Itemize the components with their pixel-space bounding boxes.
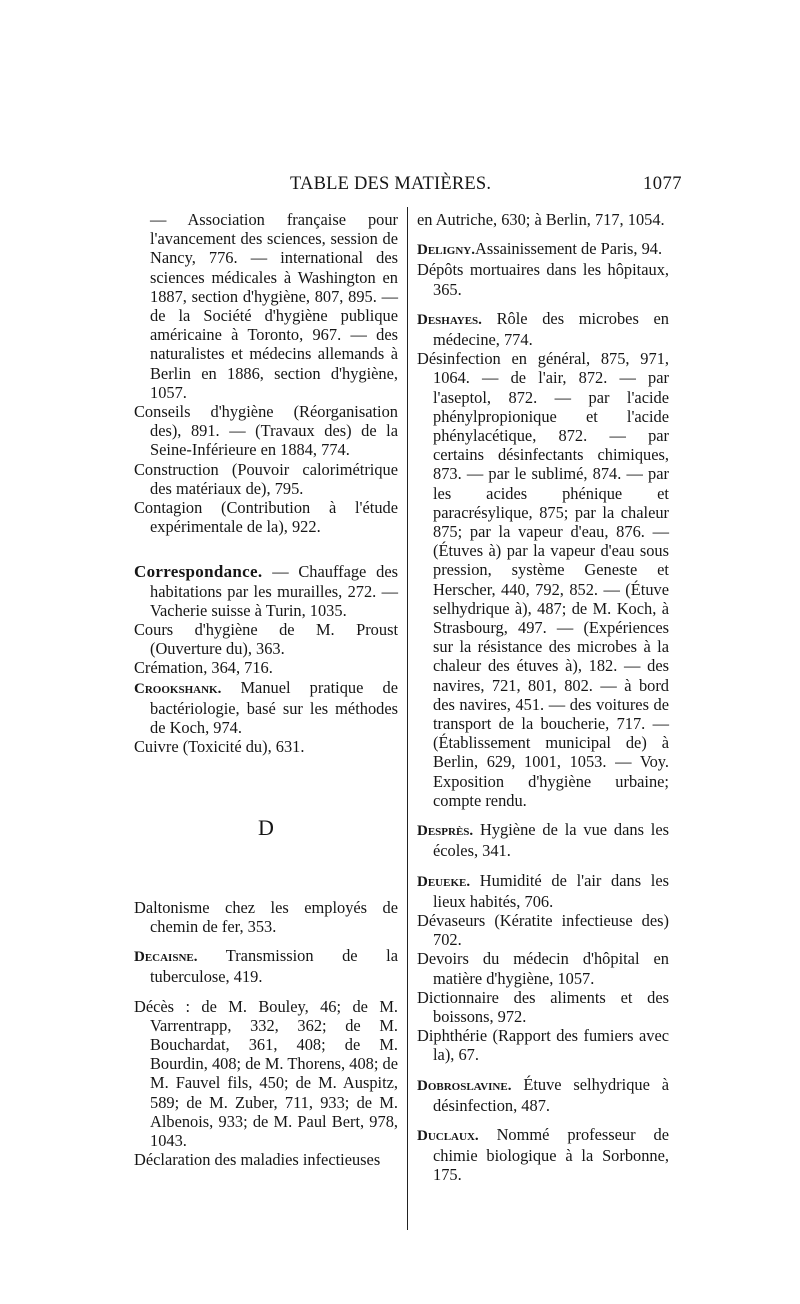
index-entry: Désinfection en général, 875, 971, 1064. — de l'air, 872. — par l'aseptol, 872. — par l'acide phénylpropionique et l'acide phénylacétique, 872. — par certains désinfectants chimiques, 873. — par le sublimé, 874. — par les acides phénique et paracrésylique, 875; par la chaleur 875; par la vapeur d'eau, 876. — (Étuves à) par la vapeur d'eau sous pression, système Geneste et Herscher, 440, 792, 852. — (Étuve selhydrique à), 487; de M. Koch, à Strasbourg, 497. — (Expériences sur la résistance des microbes à la chaleur des étuves à), 182. — des navires, 721, 801, 802. — à bord des navires, 451. — des voitures de transport de la boucherie, 717. — (Établissement municipal de) à Berlin, 629, 1001, 1053. — Voy. Exposition d'hygiène urbaine; compte rendu. <box>417 349 669 810</box>
left-column <box>134 210 398 1169</box>
running-header <box>132 174 682 202</box>
entry-headword: Desprès. <box>417 823 474 840</box>
entry-headword: Deueke. <box>417 873 471 890</box>
index-entry: Contagion (Contribution à l'étude expérimentale de la), 922. <box>134 498 398 537</box>
index-entry: Crémation, 364, 716. <box>134 658 273 678</box>
entry-headword: Dobroslavine. <box>417 1077 512 1094</box>
index-entry: — Association française pour l'avancement des sciences, session de Nancy, 776. — international des sciences médicales à Washington en 1887, section d'hygiène, 807, 895. — de la Société d'hygiène publique américaine à Toronto, 967. — des naturalistes et médecins allemands à Berlin en 1886, section d'hygiène, 1057. <box>150 210 398 402</box>
entry-headword: Deligny. <box>417 242 475 259</box>
right-column <box>417 210 669 1185</box>
index-entry: Duclaux. Nommé professeur de chimie biologique à la Sorbonne, 175. <box>417 1124 669 1185</box>
index-entry: Correspondance. — Chauffage des habitations par les murailles, 272. — Vacherie suisse à Turin, 1035. <box>134 562 398 620</box>
index-entry: Deshayes. Rôle des microbes en médecine, 774. <box>417 308 669 350</box>
index-entry: Conseils d'hygiène (Réorganisation des), 891. — (Travaux des) de la Seine-Inférieure en 1884, 774. <box>134 402 398 460</box>
index-entry: Dobroslavine. Étuve selhydrique à désinfection, 487. <box>417 1074 669 1115</box>
index-entry: Diphthérie (Rapport des fumiers avec la), 67. <box>417 1026 669 1065</box>
index-entry: Crookshank. Manuel pratique de bactériologie, basé sur les méthodes de Koch, 974. <box>134 677 398 738</box>
index-entry: Decaisne. Transmission de la tuberculose, 419. <box>134 946 398 987</box>
index-entry: Déclaration des maladies infectieuses <box>134 1150 381 1170</box>
index-entry: Construction (Pouvoir calorimétrique des matériaux de), 795. <box>134 459 398 498</box>
index-entry: Cours d'hygiène de M. Proust (Ouverture du), 363. <box>134 620 398 659</box>
index-entry: Daltonisme chez les employés de chemin de fer, 353. <box>134 897 398 936</box>
index-entry: Dictionnaire des aliments et des boissons, 972. <box>417 987 669 1026</box>
index-entry: en Autriche, 630; à Berlin, 717, 1054. <box>417 210 665 229</box>
entry-headword: Deshayes. <box>417 311 482 328</box>
entry-headword: Duclaux. <box>417 1127 479 1144</box>
index-entry: Desprès. Hygiène de la vue dans les écoles, 341. <box>417 820 669 861</box>
index-entry: Deligny.Assainissement de Paris, 94. <box>417 239 663 259</box>
index-entry: Deueke. Humidité de l'air dans les lieux habités, 706. <box>417 870 669 911</box>
index-entry: Décès : de M. Bouley, 46; de M. Varrentrapp, 332, 362; de M. Bouchardat, 361, 408; de M. Bourdin, 408; de M. Thorens, 408; de M. Fauvel fils, 450; de M. Auspitz, 589; de M. Zuber, 711, 933; de M. Albenois, 933; de M. Paul Bert, 978, 1043. <box>134 996 398 1150</box>
entry-headword: Crookshank. <box>134 680 222 697</box>
entry-headword: Correspondance. <box>134 562 263 582</box>
entry-headword: Decaisne. <box>134 949 198 966</box>
column-divider <box>407 207 408 1230</box>
index-entry: Dépôts mortuaires dans les hôpitaux, 365. <box>417 260 669 299</box>
index-entry: Devoirs du médecin d'hôpital en matière d'hygiène, 1057. <box>417 949 669 988</box>
section-letter: D <box>258 815 274 841</box>
page-number: 1077 <box>643 174 682 194</box>
index-entry: Dévaseurs (Kératite infectieuse des) 702. <box>417 910 669 950</box>
page-title: TABLE DES MATIÈRES. <box>290 174 492 194</box>
index-entry: Cuivre (Toxicité du), 631. <box>134 737 305 757</box>
